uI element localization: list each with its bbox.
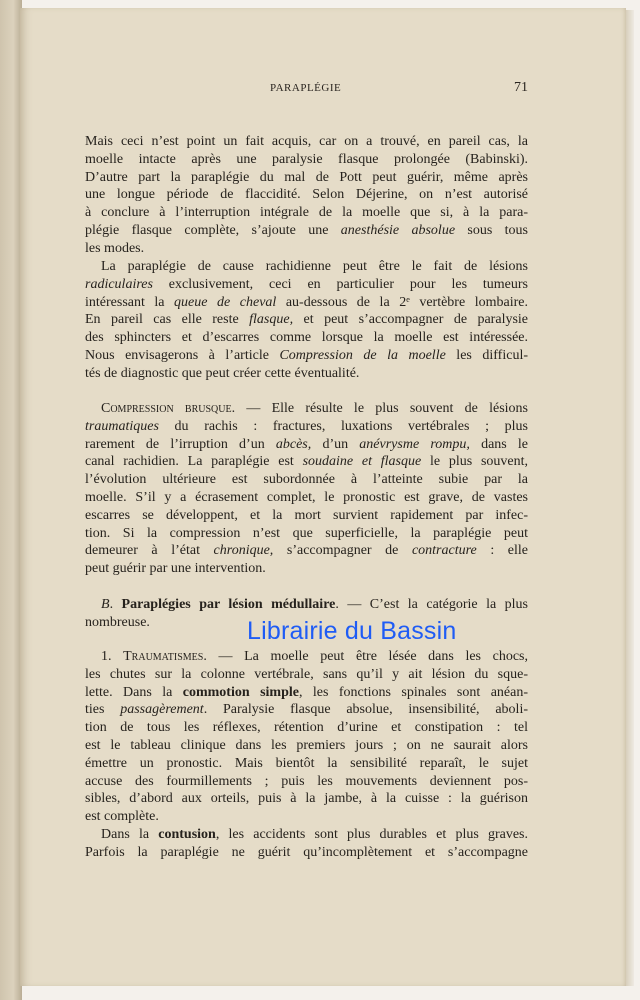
text-segment: — Elle résulte le plus souvent de lésions [235,401,528,416]
watermark: Librairie du Bassin [247,617,457,645]
text-segment: dans le [469,436,529,452]
text-line [85,790,528,808]
text-segment: les chutes sur la colonne vertébrale, sans qu’il y ait lésion du sque- [85,666,528,682]
text-segment: canal rachidien. La paraplégie est [85,454,303,470]
text-segment: , les fonctions spinales sont anéan- [298,684,529,700]
italic-text: passagèrement [120,702,204,718]
text-line [85,365,528,383]
italic-text: anévrysme rompu, [359,436,470,452]
bold-text: contusion [158,827,216,842]
text-line [85,133,528,151]
italic-text: abcès, [275,436,312,452]
italic-text: B [101,597,110,612]
text-segment: intéressant la [85,294,175,310]
text-line [85,453,528,471]
previous-page-edge [0,0,22,1000]
text-segment: demeurer à l’état [85,543,214,559]
text-segment: du rachis : fractures, luxations vertébrales ; plus [158,418,528,434]
text-segment: émettre un pronostic. Mais bientôt la sensibilité reparaît, le sujet [85,755,528,771]
text-segment: d’un [311,436,360,452]
text-line [85,436,528,454]
italic-text: chronique, [213,543,274,559]
italic-text: traumatiques [85,418,159,434]
text-segment: escarres se développent, et la mort survient rapidement par infec- [85,507,528,523]
paragraph [85,258,528,383]
italic-text: flasque, [249,312,294,328]
text-segment: En pareil cas elle reste [85,312,250,328]
bold-text: commotion simple [182,684,299,700]
paragraph [85,400,528,578]
text-segment: . [109,597,122,612]
text-segment: : elle [476,543,528,559]
running-header: PARAPLÉGIE [270,82,342,94]
page-edge [626,10,634,986]
text-segment: nombreuse. [85,614,150,630]
text-segment: au-dessous de la 2ᵉ vertèbre lombaire. [276,294,528,310]
text-line [85,844,528,862]
text-line [85,347,528,365]
small-caps-heading: Compression brusque. [101,401,236,416]
text-segment: 1. [101,649,124,664]
paragraph [85,133,528,258]
text-segment: , les accidents sont plus durables et plus graves. [215,827,528,842]
text-line [85,276,528,294]
text-segment: lette. Dans la [85,684,183,700]
paragraph [85,648,528,826]
text-line [85,648,528,666]
text-segment: est le tableau clinique dans les premiers jours ; on ne saurait alors [85,737,528,753]
text-segment: moelle. S’il y a écrasement complet, le pronostic est grave, de vastes [85,489,528,505]
text-segment: peut guérir par une intervention. [85,561,266,577]
text-line [85,471,528,489]
text-segment: plégie flasque complète, s’ajoute une [85,222,341,238]
text-segment: des sphincters et d’escarres comme lorsque la moelle est intéressée. [85,330,528,346]
text-line [85,542,528,560]
text-segment: exclusivement, ceci en particulier pour les tumeurs [152,276,528,292]
text-segment: Nous envisagerons à l’article [85,347,280,363]
text-line [85,311,528,329]
text-segment: s’accompagner de [273,543,412,559]
text-line [85,151,528,169]
text-segment: moelle intacte après une paralysie flasque prolongée (Babinski). [85,151,528,167]
text-segment: une longue période de flaccidité. Selon Déjerine, on n’est autorisé [85,187,528,203]
text-line [85,666,528,684]
text-segment: est complète. [85,809,159,825]
text-segment: et peut s’accompagner de paralysie [293,312,529,328]
text-segment: Parfois la paraplégie ne guérit qu’incomplètement et s’accompagne [85,844,528,860]
text-line [85,737,528,755]
text-line [85,596,528,614]
text-line [85,240,528,258]
text-line [85,489,528,507]
page-number: 71 [514,80,528,95]
text-segment: — La moelle peut être lésée dans les chocs, [206,649,528,664]
text-segment: D’autre part la paraplégie du mal de Pott peut guérir, même après [85,169,528,185]
text-segment: les difficul- [445,347,528,363]
text-segment: . Paralysie flasque absolue, insensibilité, aboli- [203,702,528,718]
text-segment: rarement de l’irruption d’un [85,436,276,452]
text-segment: à conclure à l’interruption intégrale de la moelle que si, à la para- [85,205,528,221]
text-line [85,755,528,773]
text-segment: . — C’est la catégorie la plus [335,597,528,612]
text-line [85,169,528,187]
text-segment: Dans la [101,827,159,842]
text-segment: La paraplégie de cause rachidienne peut être le fait de lésions [101,259,528,274]
italic-text: Compression de la moelle [279,347,446,363]
text-segment: Mais ceci n’est point un fait acquis, car on a trouvé, en pareil cas, la [85,134,528,149]
text-line [85,826,528,844]
text-segment: tion. Si la compression n’est que superficielle, la paraplégie peut [85,525,528,541]
text-line [85,684,528,702]
italic-text: contracture [411,543,477,559]
text-segment: tés de diagnostic que peut créer cette éventualité. [85,365,360,381]
paragraph [85,826,528,862]
italic-text: radiculaires [85,276,153,292]
text-segment: l’évolution ultérieure est subordonnée à l’atteinte subie par la [85,472,528,488]
italic-text: soudaine et flasque [302,454,422,470]
text-line [85,719,528,737]
text-segment: tion de tous les réflexes, rétention d’urine et constipation : tel [85,720,528,736]
text-line [85,507,528,525]
text-line [85,400,528,418]
text-line [85,418,528,436]
text-segment: les modes. [85,240,145,256]
text-line [85,773,528,791]
text-line [85,329,528,347]
text-segment: le plus souvent, [421,454,528,470]
italic-text: queue de cheval [174,294,277,310]
text-line [85,258,528,276]
text-line [85,222,528,240]
small-caps-heading: Traumatismes. [123,649,207,664]
text-line [85,525,528,543]
text-segment: sous tous [455,222,528,238]
italic-text: anesthésie absolue [340,222,456,238]
text-line [85,186,528,204]
text-line [85,560,528,578]
text-segment: accuse des fourmillements ; puis les mouvements deviennent pos- [85,773,528,789]
text-line [85,701,528,719]
text-line [85,204,528,222]
text-line [85,294,528,312]
text-segment: sibles, d’abord aux orteils, puis à la jambe, à la cuisse : la guérison [85,791,528,807]
bold-text: Paraplégies par lésion médullaire [121,597,336,612]
text-line [85,808,528,826]
text-segment: ties [85,702,121,718]
